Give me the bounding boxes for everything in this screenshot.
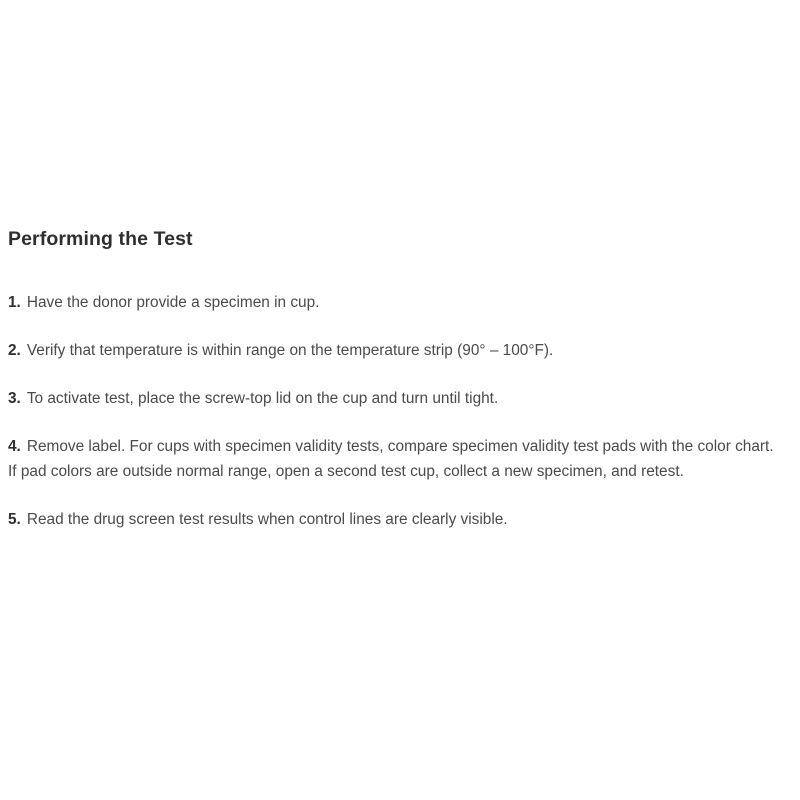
document-content	[8, 228, 780, 556]
step-number: 2.	[8, 342, 21, 360]
step-text: Have the donor provide a specimen in cup.	[26, 294, 320, 312]
step-text: Verify that temperature is within range on the temperature strip (90° – 100°F).	[26, 342, 554, 360]
step-number: 4.	[8, 438, 21, 456]
step-number: 5.	[8, 511, 21, 529]
list-item	[8, 387, 780, 412]
step-text: Remove label. For cups with specimen validity tests, compare specimen validity test pads with the color chart. If pad colors are outside normal range, open a second test cup, collect a new specimen, and retest.	[8, 438, 774, 481]
step-number: 1.	[8, 294, 21, 312]
step-text: Read the drug screen test results when control lines are clearly visible.	[26, 511, 508, 529]
list-item	[8, 508, 780, 533]
page-title: Performing the Test	[8, 228, 193, 250]
step-number: 3.	[8, 390, 21, 408]
list-item	[8, 339, 780, 364]
list-item	[8, 291, 780, 316]
step-text: To activate test, place the screw-top lid on the cup and turn until tight.	[26, 390, 499, 408]
list-item	[8, 435, 780, 485]
